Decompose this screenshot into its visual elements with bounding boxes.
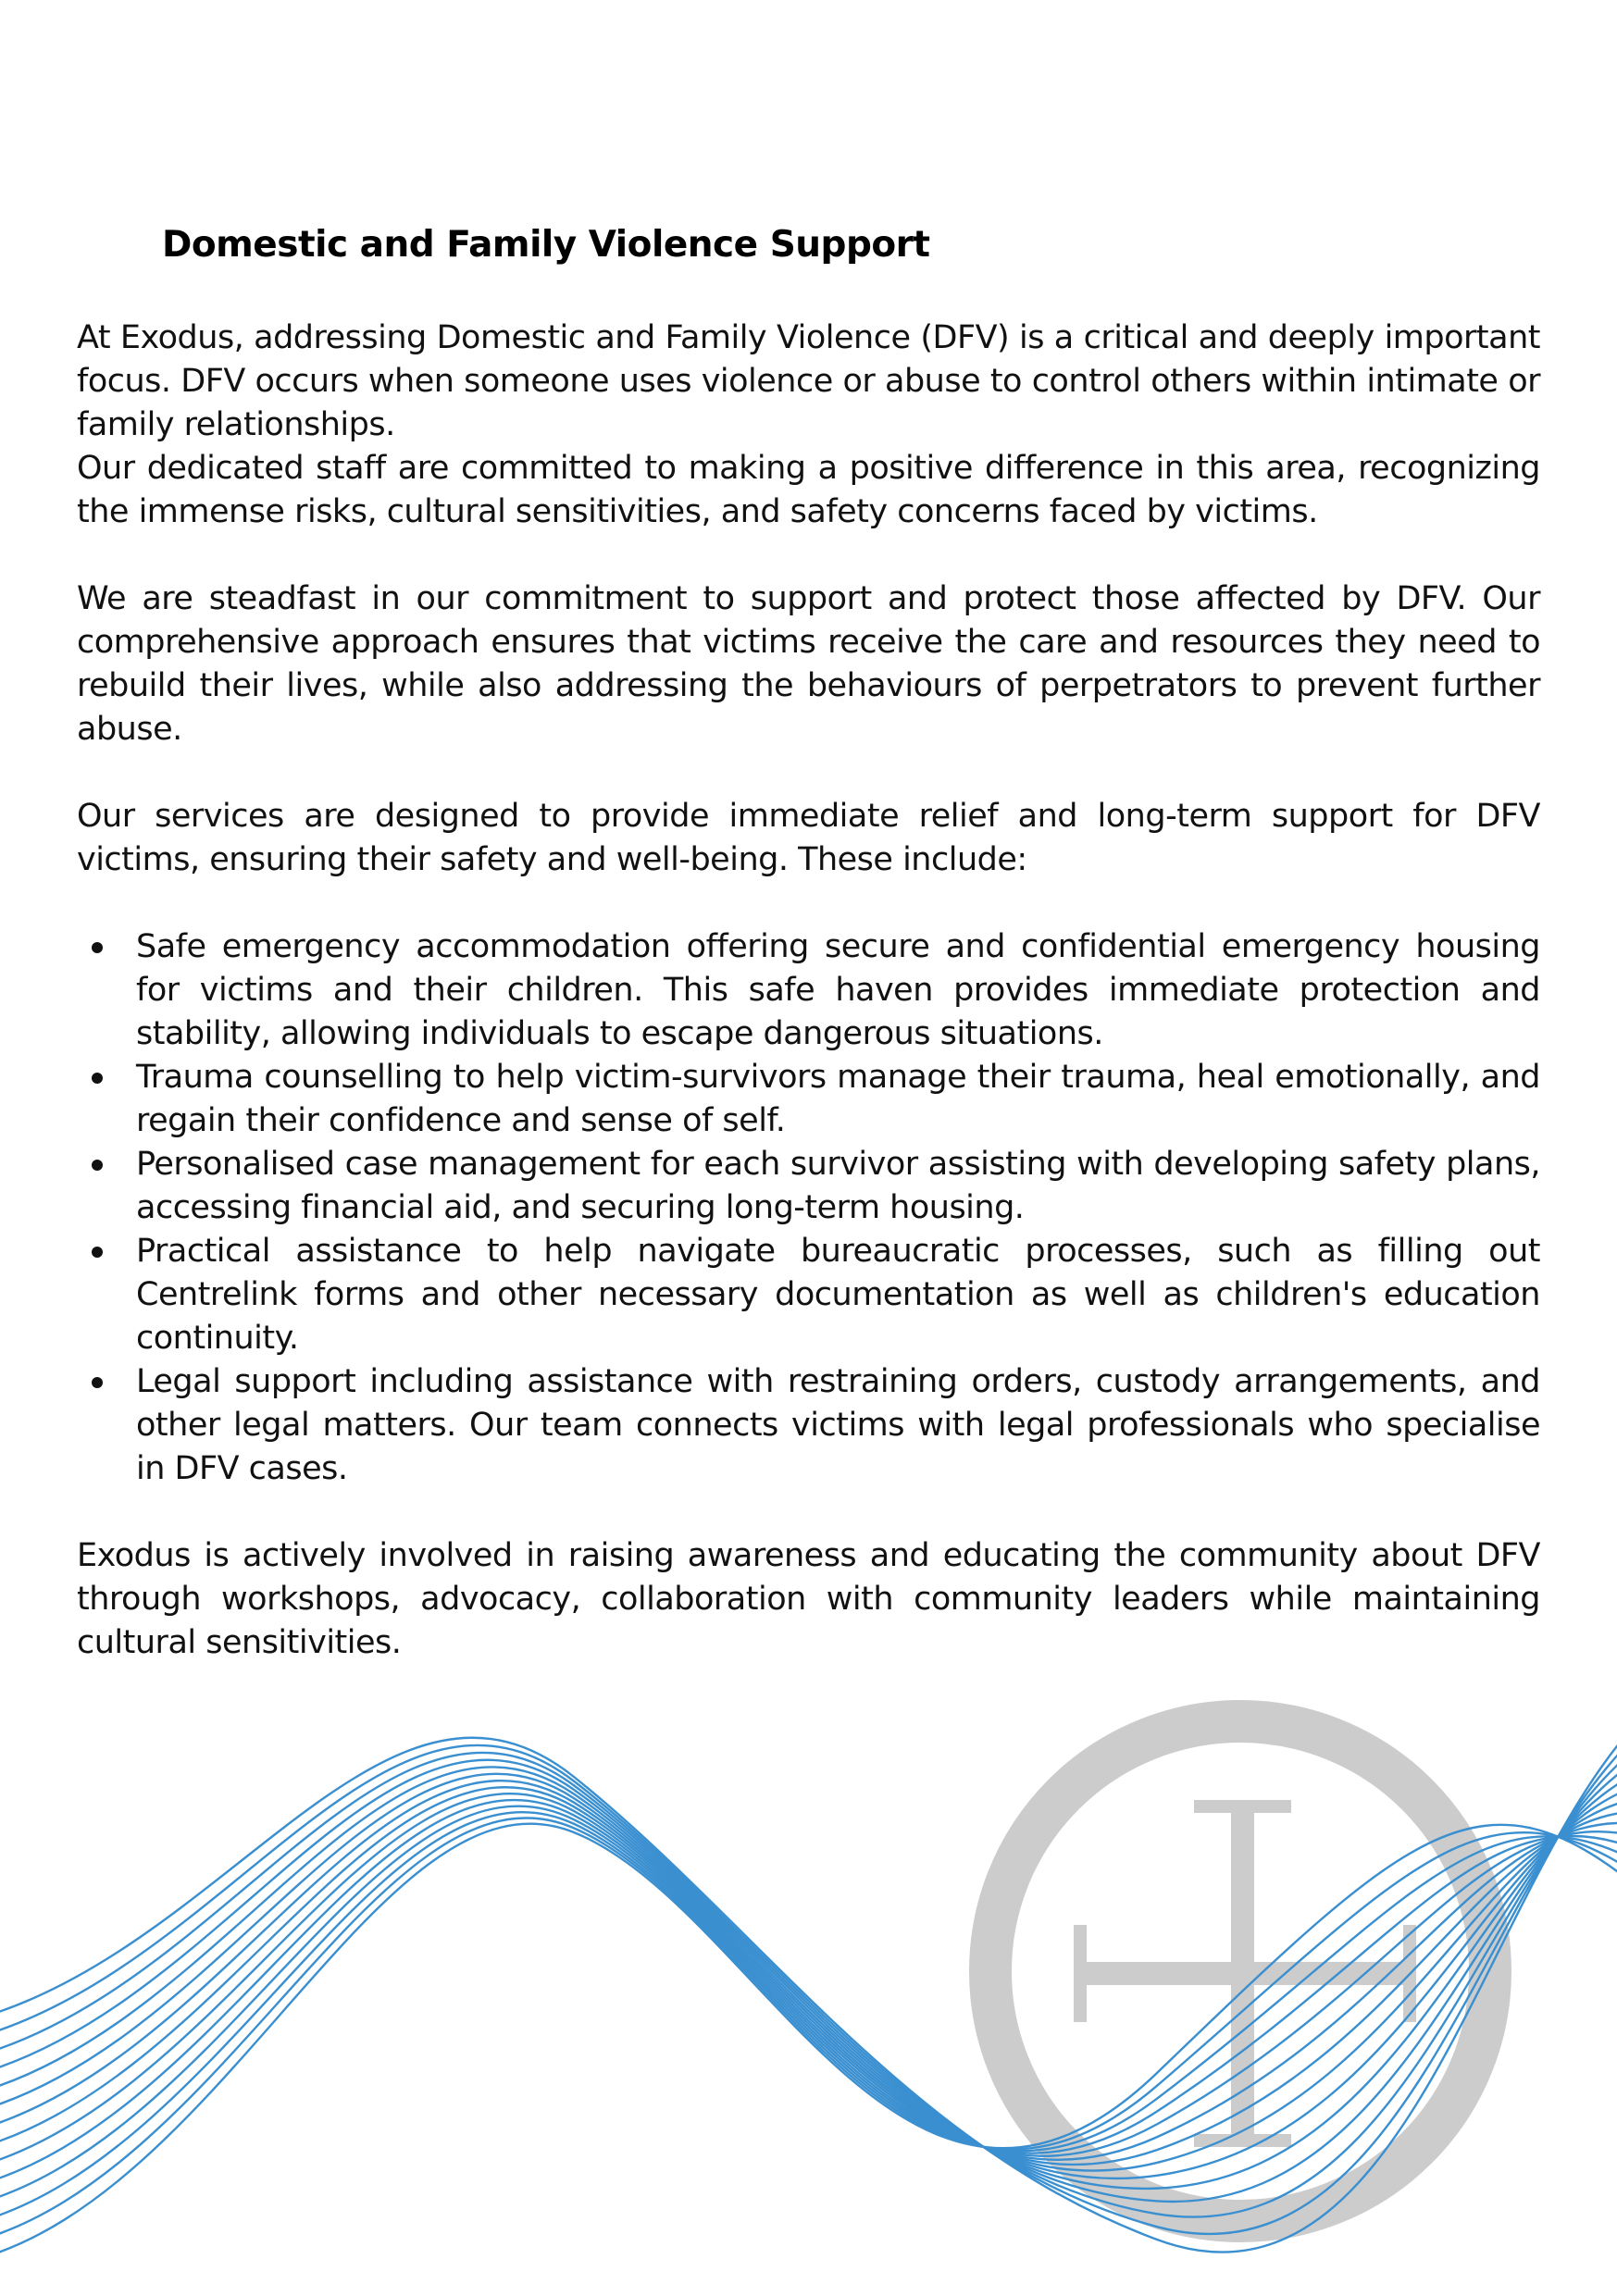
list-item [77, 1143, 1540, 1230]
bullet-icon [92, 1377, 103, 1388]
list-item-text: Trauma counselling to help victim-survivors manage their trauma, heal emotionally, and regain their confidence and sense of self. [136, 1059, 1540, 1139]
commitment-paragraph: We are steadfast in our commitment to support and protect those affected by DFV. Our comprehensive approach ensures that victims receive the care and resources they need to rebuild their lives, while also addressing the behaviours of perpetrators to prevent further abuse. [77, 580, 1540, 748]
intro-paragraph: At Exodus, addressing Domestic and Family Violence (DFV) is a critical and deeply important focus. DFV occurs when someone uses violence or abuse to control others within intimate or family relationships. [77, 319, 1540, 443]
awareness-paragraph: Exodus is actively involved in raising awareness and educating the community about DFV through workshops, advocacy, collaboration with community leaders while maintaining cultural sensitivities. [77, 1537, 1540, 1661]
list-item [77, 1230, 1540, 1360]
list-item-text: Practical assistance to help navigate bureaucratic processes, such as filling out Centrelink forms and other necessary documentation as well as children's education continuity. [136, 1233, 1540, 1357]
services-intro-paragraph: Our services are designed to provide immediate relief and long-term support for DFV victims, ensuring their safety and well-being. These include: [77, 798, 1540, 878]
page-content [77, 222, 1540, 1665]
list-item-text: Personalised case management for each survivor assisting with developing safety plans, accessing financial aid, and securing long-term housing. [136, 1146, 1540, 1226]
wave-line [0, 1800, 1617, 2184]
list-item [77, 925, 1540, 1056]
bullet-icon [92, 942, 103, 953]
list-item [77, 1360, 1540, 1491]
page-title: Domestic and Family Violence Support [162, 224, 930, 266]
bullet-icon [92, 1160, 103, 1171]
list-item-text: Legal support including assistance with restraining orders, custody arrangements, and other legal matters. Our team connects victims with legal professionals who specialise in DFV cases. [136, 1363, 1540, 1487]
services-list [77, 925, 1540, 1491]
list-item [77, 1056, 1540, 1143]
list-item-text: Safe emergency accommodation offering secure and confidential emergency housing for victims and their children. This safe haven provides immediate protection and stability, allowing individuals to escape dangerous situations. [136, 928, 1540, 1052]
bullet-icon [92, 1247, 103, 1258]
bullet-icon [92, 1073, 103, 1084]
staff-paragraph: Our dedicated staff are committed to making a positive difference in this area, recognizing the immense risks, cultural sensitivities, and safety concerns faced by victims. [77, 450, 1540, 530]
footer-decoration [0, 1666, 1617, 2296]
